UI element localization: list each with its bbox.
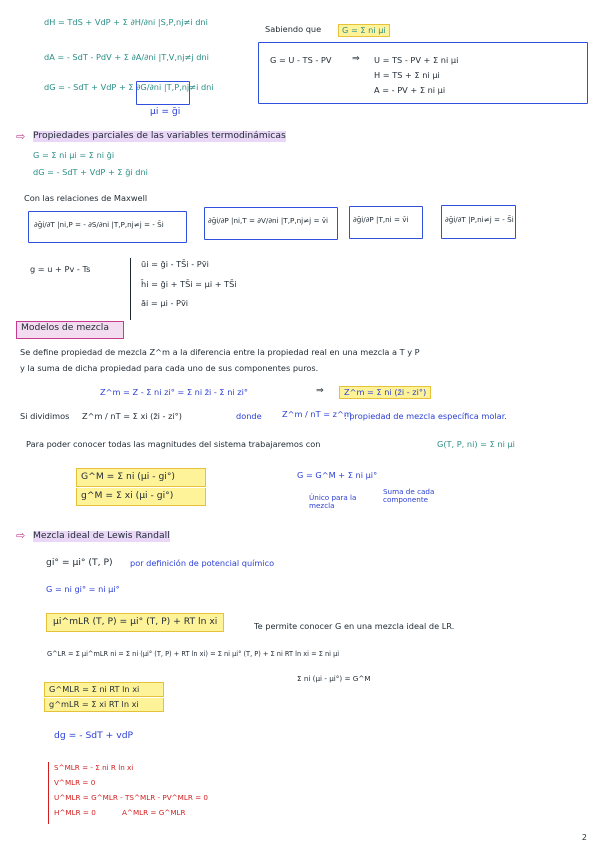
zm-specific-eq: Z^m / nT = Σ xi (z̄i - zi°) (82, 411, 182, 421)
gm-specific-box: g^M = Σ xi (μi - gi°) (76, 488, 206, 506)
h-relation: H = TS + Σ ni μi (374, 70, 440, 80)
section1-title: Propiedades parciales de las variables termodinámicas (33, 130, 286, 141)
gm-under-eq: Σ ni (μi - μi°) = G^M (297, 674, 371, 683)
gi0-note: por definición de potencial químico (130, 558, 275, 568)
section2-title: Modelos de mezcla (21, 322, 109, 333)
property-brace (130, 258, 131, 320)
g-pure-eq: G = ni gi° = ni μi° (46, 584, 120, 594)
a-relation: A = - PV + Σ ni μi (374, 85, 446, 95)
suma-note: Suma de cada componente (383, 487, 435, 505)
zm-specific-desc: : propiedad de mezcla específica molar. (344, 411, 507, 421)
maxwell-eq-4: ∂ḡi/∂T |P,ni≠j = - S̄i (445, 215, 514, 224)
gmlr-box: G^MLR = Σ ni RT ln xi (44, 682, 164, 697)
g-sum-eq: G = G^M + Σ ni μi° (297, 470, 378, 480)
implies-arrow-icon: ⇒ (352, 53, 360, 64)
zm-result-box: Z^m = Σ ni (z̄i - zi°) (339, 386, 431, 399)
dividimos-label: Si dividimos (20, 411, 70, 421)
zm-eq: Z^m = Z - Σ ni zi° = Σ ni z̄i - Σ ni zi° (100, 387, 248, 397)
dg-partial-box (136, 81, 190, 105)
maxwell-label: Con las relaciones de Maxwell (24, 193, 148, 203)
eq-dA: dA = - SdT - PdV + Σ ∂A/∂ni |T,V,nj≠j dni (44, 52, 209, 62)
eq-dH: dH = TdS + VdP + Σ ∂H/∂ni |S,P,nj≠i dni (44, 17, 208, 27)
s1-eq-dg: dG = - SdT + VdP + Σ ḡi dni (33, 167, 148, 177)
g-function-eq: G(T, P, ni) = Σ ni μi (437, 439, 515, 449)
dg-eq: dg = - SdT + vdP (54, 730, 134, 741)
umlr-eq: U^MLR = G^MLR - TS^MLR - PV^MLR = 0 (54, 793, 209, 802)
sabiendo-label: Sabiendo que (265, 24, 322, 34)
g-definition: G = U - TS - PV (270, 55, 332, 65)
h-partial: h̄i = ḡi + TS̄i = μi + TS̄i (141, 279, 237, 289)
page-number: 2 (581, 833, 587, 842)
double-arrow-icon: ⇨ (16, 529, 26, 542)
u-partial: ūi = ḡi - TS̄i - Pv̄i (141, 259, 209, 269)
glr-long-eq: G^LR = Σ μi^mLR ni = Σ ni (μi° (T, P) + RT ln xi) = Σ ni μi° (T, P) + Σ ni RT ln xi = Σ ni μi (47, 650, 340, 658)
a-partial: āi = μi - Pv̄i (141, 298, 189, 308)
zm-arrow-icon: ⇒ (316, 385, 324, 396)
maxwell-eq-3: ∂ḡi/∂P |T,ni = v̄i (353, 215, 409, 224)
mu-lr-note: Te permite conocer G en una mezcla ideal de LR. (254, 621, 455, 631)
donde-label: donde (236, 411, 262, 421)
vmlr-eq: V^MLR = 0 (54, 778, 96, 787)
g-def: g = u + Pv - Ts (30, 264, 91, 274)
maxwell-eq-1: ∂ḡi/∂T |ni,P = - ∂S/∂ni |T,P,nj≠j = - S̄i (34, 220, 164, 229)
s1-eq-g: G = Σ ni μi = Σ ni ḡi (33, 150, 115, 160)
eq-mu: μi = ḡi (150, 106, 181, 117)
sabiendo-highlight: G = Σ ni μi (338, 24, 390, 37)
gm-box: G^M = Σ ni (μi - gi°) (76, 468, 206, 487)
unico-note: Único para la mezcla (309, 493, 357, 511)
maxwell-eq-2: ∂ḡi/∂P |ni,T = ∂V/∂ni |T,P,nj≠j = v̄i (208, 216, 329, 225)
smlr-eq: S^MLR = - Σ ni R ln xi (54, 763, 134, 772)
mezcla-def-line1: Se define propiedad de mezcla Z^m a la diferencia entre la propiedad real en una mezcla a T y P (20, 347, 420, 357)
hmlr-eq: H^MLR = 0 (54, 808, 96, 817)
u-relation: U = TS - PV + Σ ni μi (374, 55, 459, 65)
amlr-eq: A^MLR = G^MLR (122, 808, 186, 817)
gmlr-specific-box: g^mLR = Σ xi RT ln xi (44, 698, 164, 712)
mezcla-def-line2: y la suma de dicha propiedad para cada uno de sus componentes puros. (20, 363, 319, 373)
section3-title: Mezcla ideal de Lewis Randall (33, 530, 170, 541)
lr-properties-brace (48, 762, 49, 824)
mu-lr-box: μi^mLR (T, P) = μi° (T, P) + RT ln xi (46, 613, 224, 632)
double-arrow-icon: ⇨ (16, 130, 26, 143)
magnitudes-line: Para poder conocer todas las magnitudes del sistema trabajaremos con (26, 439, 321, 449)
eq-dG: dG = - SdT + VdP + Σ ∂G/∂ni |T,P,nj≠i dni (44, 82, 214, 92)
gi0-eq: gi° = μi° (T, P) (46, 557, 113, 568)
zm-specific-def: Z^m / nT = z^m (282, 409, 352, 419)
